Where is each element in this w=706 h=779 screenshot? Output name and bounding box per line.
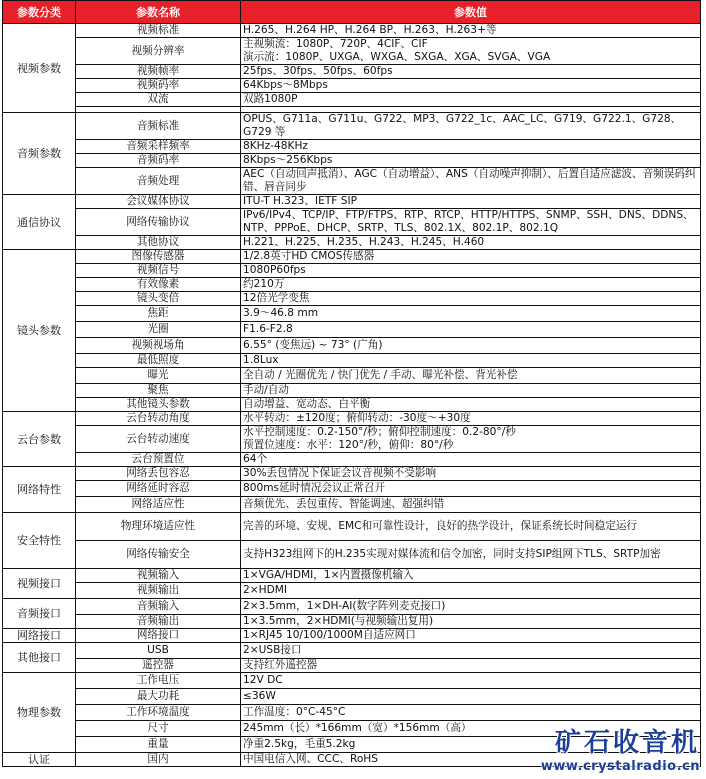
- param-value: 8Kbps～256Kbps: [241, 154, 701, 168]
- param-value: 支持H323组网下的H.235实现对媒体流和信令加密，同时支持SIP组网下TLS、SRTP加密: [241, 541, 701, 569]
- table-row: [3, 278, 701, 292]
- param-value: 中国电信入网、CCC、RoHS: [241, 753, 701, 767]
- table-row: [3, 569, 701, 583]
- param-name: 遥控器: [76, 659, 241, 673]
- table-row: [3, 113, 701, 140]
- param-name: 尺寸: [76, 721, 241, 737]
- param-name: 云台预置位: [76, 453, 241, 467]
- table-row: [3, 65, 701, 79]
- category-cell: 安全特性: [3, 513, 76, 569]
- param-name: 最低照度: [76, 354, 241, 368]
- param-value: 音频优先、丢包重传、智能调速、超强纠错: [241, 497, 701, 513]
- table-row: [3, 643, 701, 659]
- param-value: 1×RJ45 10/100/1000M自适应网口: [241, 629, 701, 643]
- param-value: 1.8Lux: [241, 354, 701, 368]
- param-value: 约210万: [241, 278, 701, 292]
- param-value: OPUS、G711a、G711u、G722、MP3、G722_1c、AAC_LC、G719、G722.1、G728、G729 等: [241, 113, 701, 140]
- table-row: [3, 753, 701, 767]
- table-row: [3, 673, 701, 689]
- param-value: 1/2.8英寸HD CMOS传感器: [241, 250, 701, 264]
- param-value: F1.6-F2.8: [241, 322, 701, 338]
- param-name: 焦距: [76, 306, 241, 322]
- param-value: ≤36W: [241, 689, 701, 705]
- watermark-logo: 矿石收音机: [554, 728, 700, 758]
- table-row: [3, 322, 701, 338]
- param-value: H.221、H.225、H.235、H.243、H.245、H.460: [241, 236, 701, 250]
- param-name: 网络延时容忍: [76, 481, 241, 497]
- param-name: 其他镜头参数: [76, 398, 241, 412]
- param-name: 聚焦: [76, 384, 241, 398]
- category-cell: 网络特性: [3, 467, 76, 513]
- table-row: [3, 368, 701, 384]
- param-value: 手动/自动: [241, 384, 701, 398]
- param-name: 工作环境温度: [76, 705, 241, 721]
- param-value: 水平控制速度：0.2-150°/秒；俯仰控制速度：0.2-80°/秒 预置位速度：水平：120°/秒，俯仰：80°/秒: [241, 426, 701, 453]
- param-name: 会议媒体协议: [76, 195, 241, 209]
- category-cell: 其他接口: [3, 643, 76, 673]
- param-value: 主视频流：1080P、720P、4CIF、CIF 演示流：1080P、UXGA、WXGA、SXGA、XGA、SVGA、VGA: [241, 38, 701, 65]
- param-value: 64个: [241, 453, 701, 467]
- param-name: 音频输出: [76, 615, 241, 629]
- param-name: 视频分辨率: [76, 38, 241, 65]
- table-row: [3, 629, 701, 643]
- table-row: [3, 154, 701, 168]
- param-value: 自动增益、宽动态、白平衡: [241, 398, 701, 412]
- param-value: 1×VGA/HDMI，1×内置摄像机输入: [241, 569, 701, 583]
- param-name: 视频输出: [76, 583, 241, 599]
- table-row: [3, 236, 701, 250]
- table-row: [3, 209, 701, 236]
- param-value: 6.55° (变焦远) ~ 73° (广角): [241, 338, 701, 354]
- table-row: [3, 24, 701, 38]
- param-name: 光圈: [76, 322, 241, 338]
- table-row: [3, 306, 701, 322]
- param-value: 工作温度：0°C-45°C: [241, 705, 701, 721]
- param-value: 支持红外遥控器: [241, 659, 701, 673]
- param-value: 30%丢包情况下保证会议音视频不受影响: [241, 467, 701, 481]
- param-value: 64Kbps～8Mbps: [241, 79, 701, 93]
- table-row: [3, 583, 701, 599]
- param-value: 12倍光学变焦: [241, 292, 701, 306]
- header-category: 参数分类: [3, 1, 76, 24]
- param-value: 25fps、30fps、50fps、60fps: [241, 65, 701, 79]
- param-name: 音频输入: [76, 599, 241, 615]
- param-name: 网络丢包容忍: [76, 467, 241, 481]
- table-row: [3, 398, 701, 412]
- table-row: [3, 689, 701, 705]
- category-cell: 通信协议: [3, 195, 76, 250]
- table-row: [3, 453, 701, 467]
- param-value: 2×3.5mm，1×DH-AI(数字阵列麦克接口): [241, 599, 701, 615]
- category-cell: 云台参数: [3, 412, 76, 467]
- table-row: [3, 195, 701, 209]
- param-value: 2×USB接口: [241, 643, 701, 659]
- param-name: 视频输入: [76, 569, 241, 583]
- category-cell: 物理参数: [3, 673, 76, 753]
- param-name: 国内: [76, 753, 241, 767]
- param-value: H.265、H.264 HP、H.264 BP、H.263、H.263+等: [241, 24, 701, 38]
- param-value: 3.9～46.8 mm: [241, 306, 701, 322]
- param-value: ITU-T H.323、IETF SIP: [241, 195, 701, 209]
- table-row: [3, 292, 701, 306]
- table-row: [3, 737, 701, 753]
- param-value: 水平转动：±120度；俯仰转动：-30度～+30度: [241, 412, 701, 426]
- table-row: [3, 541, 701, 569]
- param-value: 2×HDMI: [241, 583, 701, 599]
- param-name: 视频标准: [76, 24, 241, 38]
- table-row: [3, 338, 701, 354]
- param-name: 镜头变倍: [76, 292, 241, 306]
- param-name: 图像传感器: [76, 250, 241, 264]
- param-name: 最大功耗: [76, 689, 241, 705]
- param-name: 网络适应性: [76, 497, 241, 513]
- category-cell: 镜头参数: [3, 250, 76, 412]
- table-row: [3, 599, 701, 615]
- category-cell: 视频参数: [3, 24, 76, 113]
- param-name: 有效像素: [76, 278, 241, 292]
- table-row: [3, 467, 701, 481]
- category-cell: 网络接口: [3, 629, 76, 643]
- table-row: [3, 705, 701, 721]
- table-row: [3, 615, 701, 629]
- param-value: 净重2.5kg，毛重5.2kg: [241, 737, 701, 753]
- param-name: 网络传输安全: [76, 541, 241, 569]
- param-name: 网络接口: [76, 629, 241, 643]
- header-value: 参数值: [241, 1, 701, 24]
- table-row: [3, 384, 701, 398]
- param-name: 网络传输协议: [76, 209, 241, 236]
- param-value: 800ms延时情况会议正常召开: [241, 481, 701, 497]
- param-name: 音频采样频率: [76, 140, 241, 154]
- table-row: [3, 513, 701, 541]
- table-row: [3, 38, 701, 65]
- param-name: 工作电压: [76, 673, 241, 689]
- param-name: 云台转动角度: [76, 412, 241, 426]
- param-name: 视频视场角: [76, 338, 241, 354]
- table-row: [3, 721, 701, 737]
- param-value: 245mm（长）*166mm（宽）*156mm（高）: [241, 721, 701, 737]
- table-row: [3, 168, 701, 195]
- param-value: IPv6/IPv4、TCP/IP、FTP/FTPS、RTP、RTCP、HTTP/HTTPS、SNMP、SSH、DNS、DDNS、NTP、PPPoE、DHCP、SRTP、TLS、802.1X、802.1P、802.1Q: [241, 209, 701, 236]
- param-name: 视频帧率: [76, 65, 241, 79]
- category-cell: 视频接口: [3, 569, 76, 599]
- table-row: [3, 354, 701, 368]
- param-name: 重量: [76, 737, 241, 753]
- table-row: [3, 426, 701, 453]
- table-row: [3, 264, 701, 278]
- param-value: 全自动 / 光圈优先 / 快门优先 / 手动、曝光补偿、背光补偿: [241, 368, 701, 384]
- param-name: 其他协议: [76, 236, 241, 250]
- table-row: [3, 481, 701, 497]
- param-name: 音频处理: [76, 168, 241, 195]
- param-name: 云台转动速度: [76, 426, 241, 453]
- table-row: [3, 79, 701, 93]
- header-name: 参数名称: [76, 1, 241, 24]
- param-value: AEC（自动回声抵消）、AGC（自动增益）、ANS（自动噪声抑制）、后置自适应滤波、音频误码纠错、唇音同步: [241, 168, 701, 195]
- param-value: 双路1080P: [241, 93, 701, 107]
- param-name: 物理环境适应性: [76, 513, 241, 541]
- param-value: 8KHz-48KHz: [241, 140, 701, 154]
- param-value: 1080P60fps: [241, 264, 701, 278]
- param-name: 曝光: [76, 368, 241, 384]
- category-cell: 认证: [3, 753, 76, 767]
- table-row: [3, 93, 701, 107]
- param-value: 12V DC: [241, 673, 701, 689]
- param-name: 音频码率: [76, 154, 241, 168]
- table-row: [3, 412, 701, 426]
- watermark-url: www.crystalradio.cn: [540, 759, 700, 774]
- category-cell: 音频接口: [3, 599, 76, 629]
- param-value: 完善的环境、安规、EMC和可靠性设计，良好的热学设计，保证系统长时间稳定运行: [241, 513, 701, 541]
- table-row: [3, 659, 701, 673]
- param-name: 视频信号: [76, 264, 241, 278]
- table-row: [3, 250, 701, 264]
- spec-table: [2, 0, 701, 767]
- param-name: 双流: [76, 93, 241, 107]
- table-row: [3, 497, 701, 513]
- param-value: 1×3.5mm，2×HDMI(与视频输出复用): [241, 615, 701, 629]
- table-row: [3, 140, 701, 154]
- param-name: USB: [76, 643, 241, 659]
- param-name: 视频码率: [76, 79, 241, 93]
- header-row: [3, 1, 701, 24]
- category-cell: 音频参数: [3, 113, 76, 195]
- param-name: 音频标准: [76, 113, 241, 140]
